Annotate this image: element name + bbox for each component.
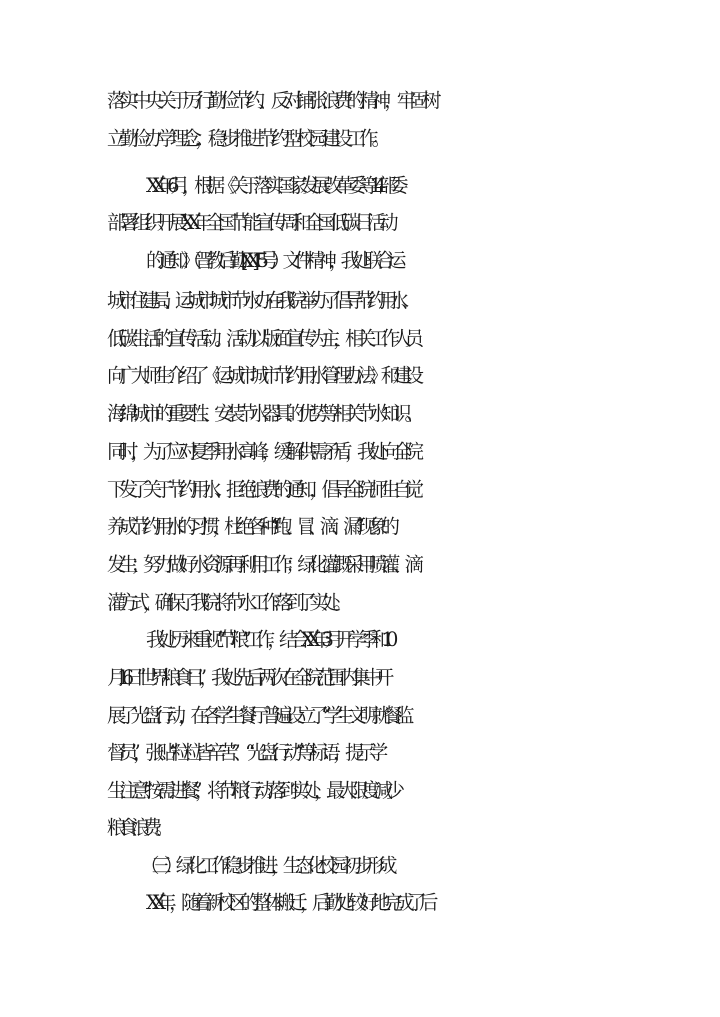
- text-line: 向广大师生介绍了《运城市城市节约用水管理办法》和建设: [107, 364, 417, 387]
- text-line: 部署组织开展 XX 年全国节能宣传周和全国低碳日活动: [107, 211, 392, 234]
- text-line: XX 年 6 月，根据《关于落实国家发展改革委等 14 部委: [146, 174, 401, 197]
- text-line: 月 16 日“世界粮食日”，我处先后两次在全院范围内集中开: [107, 666, 387, 689]
- text-line: 海绵城市的重要性、安装节水器具的优势等相关节水知识。: [107, 402, 417, 425]
- text-line: 灌方式，确保了我院将节水工作落到了实处。: [107, 591, 346, 614]
- text-line: 低碳生活的宣传活动。活动以版面宣传为主，相关工作人员: [107, 327, 417, 350]
- text-line: 立勤俭办学理念，稳步推进节约型校园建设工作。: [107, 127, 385, 150]
- text-line: 展了光盘行动，在各学生餐厅普遍设立了“学生文明就餐监: [107, 704, 407, 727]
- text-line: 养成节约用水的习惯，杜绝各种“跑、冒、滴、漏”现象的: [107, 515, 393, 538]
- text-line: 发生；努力做好水资源再利用工作；绿化灌溉采用喷灌、滴: [107, 553, 417, 576]
- text-line: 督员”，张贴“粒粒皆辛苦”、“光盘行动”等标语，提示学: [107, 741, 381, 764]
- text-line: XX 年，随着新校区的整体搬迁，后勤处较好地完成了后: [146, 891, 431, 914]
- text-line: 下发了关于节约用水、拒绝浪费的通知，倡导全院师生自觉: [107, 478, 417, 501]
- text-line: 粮食浪费。: [107, 816, 167, 839]
- text-line: 我处历来重视“节粮”工作，结合 XX 年 3 月开学季和 10: [146, 628, 391, 651]
- section-heading: （三）绿化工作稳步推进，生态化校园初步形成: [140, 854, 390, 877]
- text-line: 城市住建局、运城市城市节水办在我院举办了倡导节约用水、: [107, 289, 413, 312]
- text-line: 同时，为了应对夏季用水高峰，缓解供需矛盾，我处向全院: [107, 440, 417, 463]
- text-line: 的通知》（晋教后勤[XX]15 号）文件精神，我处联合运: [146, 249, 399, 272]
- text-line: 生注意“按需进餐”，将节粮行动落到实处，最大限度减少: [107, 779, 398, 802]
- text-line: 落实中央关于厉行勤俭节约、反对铺张浪费的精神，牢固树: [107, 89, 435, 112]
